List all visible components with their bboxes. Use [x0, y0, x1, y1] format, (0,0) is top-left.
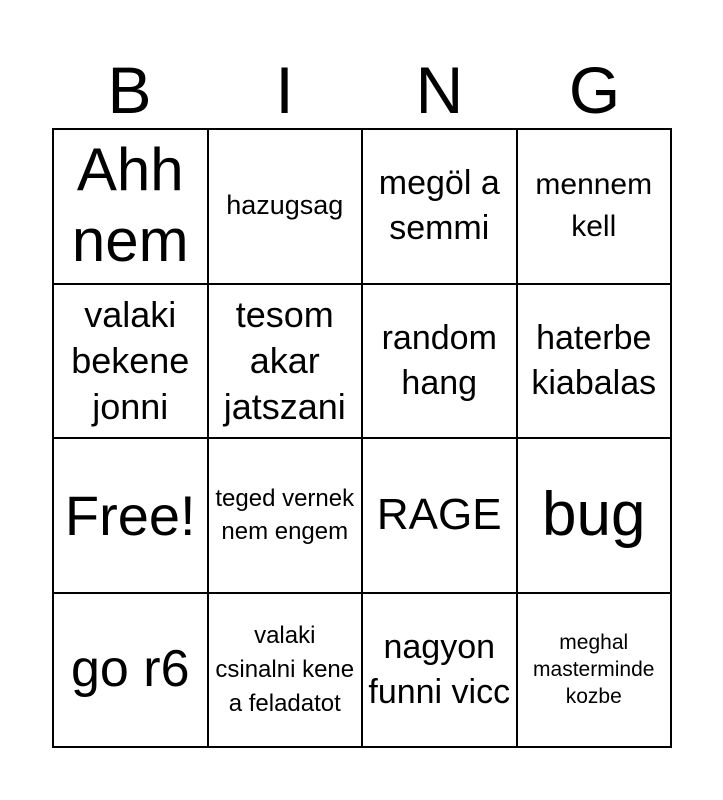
bingo-cell[interactable]: go r6 — [53, 593, 208, 748]
bingo-cell[interactable]: meghal masterminde kozbe — [517, 593, 672, 748]
bingo-cell[interactable]: Ahh nem — [53, 129, 208, 284]
header-letter-i: I — [275, 53, 294, 127]
bingo-cell[interactable]: valaki csinalni kene a feladatot — [208, 593, 363, 748]
bingo-cell[interactable]: megöl a semmi — [362, 129, 517, 284]
bingo-cell[interactable]: valaki bekene jonni — [53, 284, 208, 439]
bingo-cell[interactable]: hazugsag — [208, 129, 363, 284]
bingo-cell[interactable]: tesom akar jatszani — [208, 284, 363, 439]
header-letter-g: G — [568, 53, 621, 127]
bingo-board — [52, 128, 672, 748]
bingo-cell[interactable]: teged vernek nem engem — [208, 438, 363, 593]
bingo-header — [52, 52, 672, 128]
bingo-cell[interactable]: random hang — [362, 284, 517, 439]
bingo-cell[interactable]: RAGE — [362, 438, 517, 593]
bingo-cell[interactable]: haterbe kiabalas — [517, 284, 672, 439]
header-letter-n: N — [415, 53, 464, 127]
header-letter-b: B — [107, 53, 152, 127]
free-space-cell[interactable]: Free! — [53, 438, 208, 593]
bingo-cell[interactable]: bug — [517, 438, 672, 593]
bingo-cell[interactable]: nagyon funni vicc — [362, 593, 517, 748]
bingo-cell[interactable]: mennem kell — [517, 129, 672, 284]
